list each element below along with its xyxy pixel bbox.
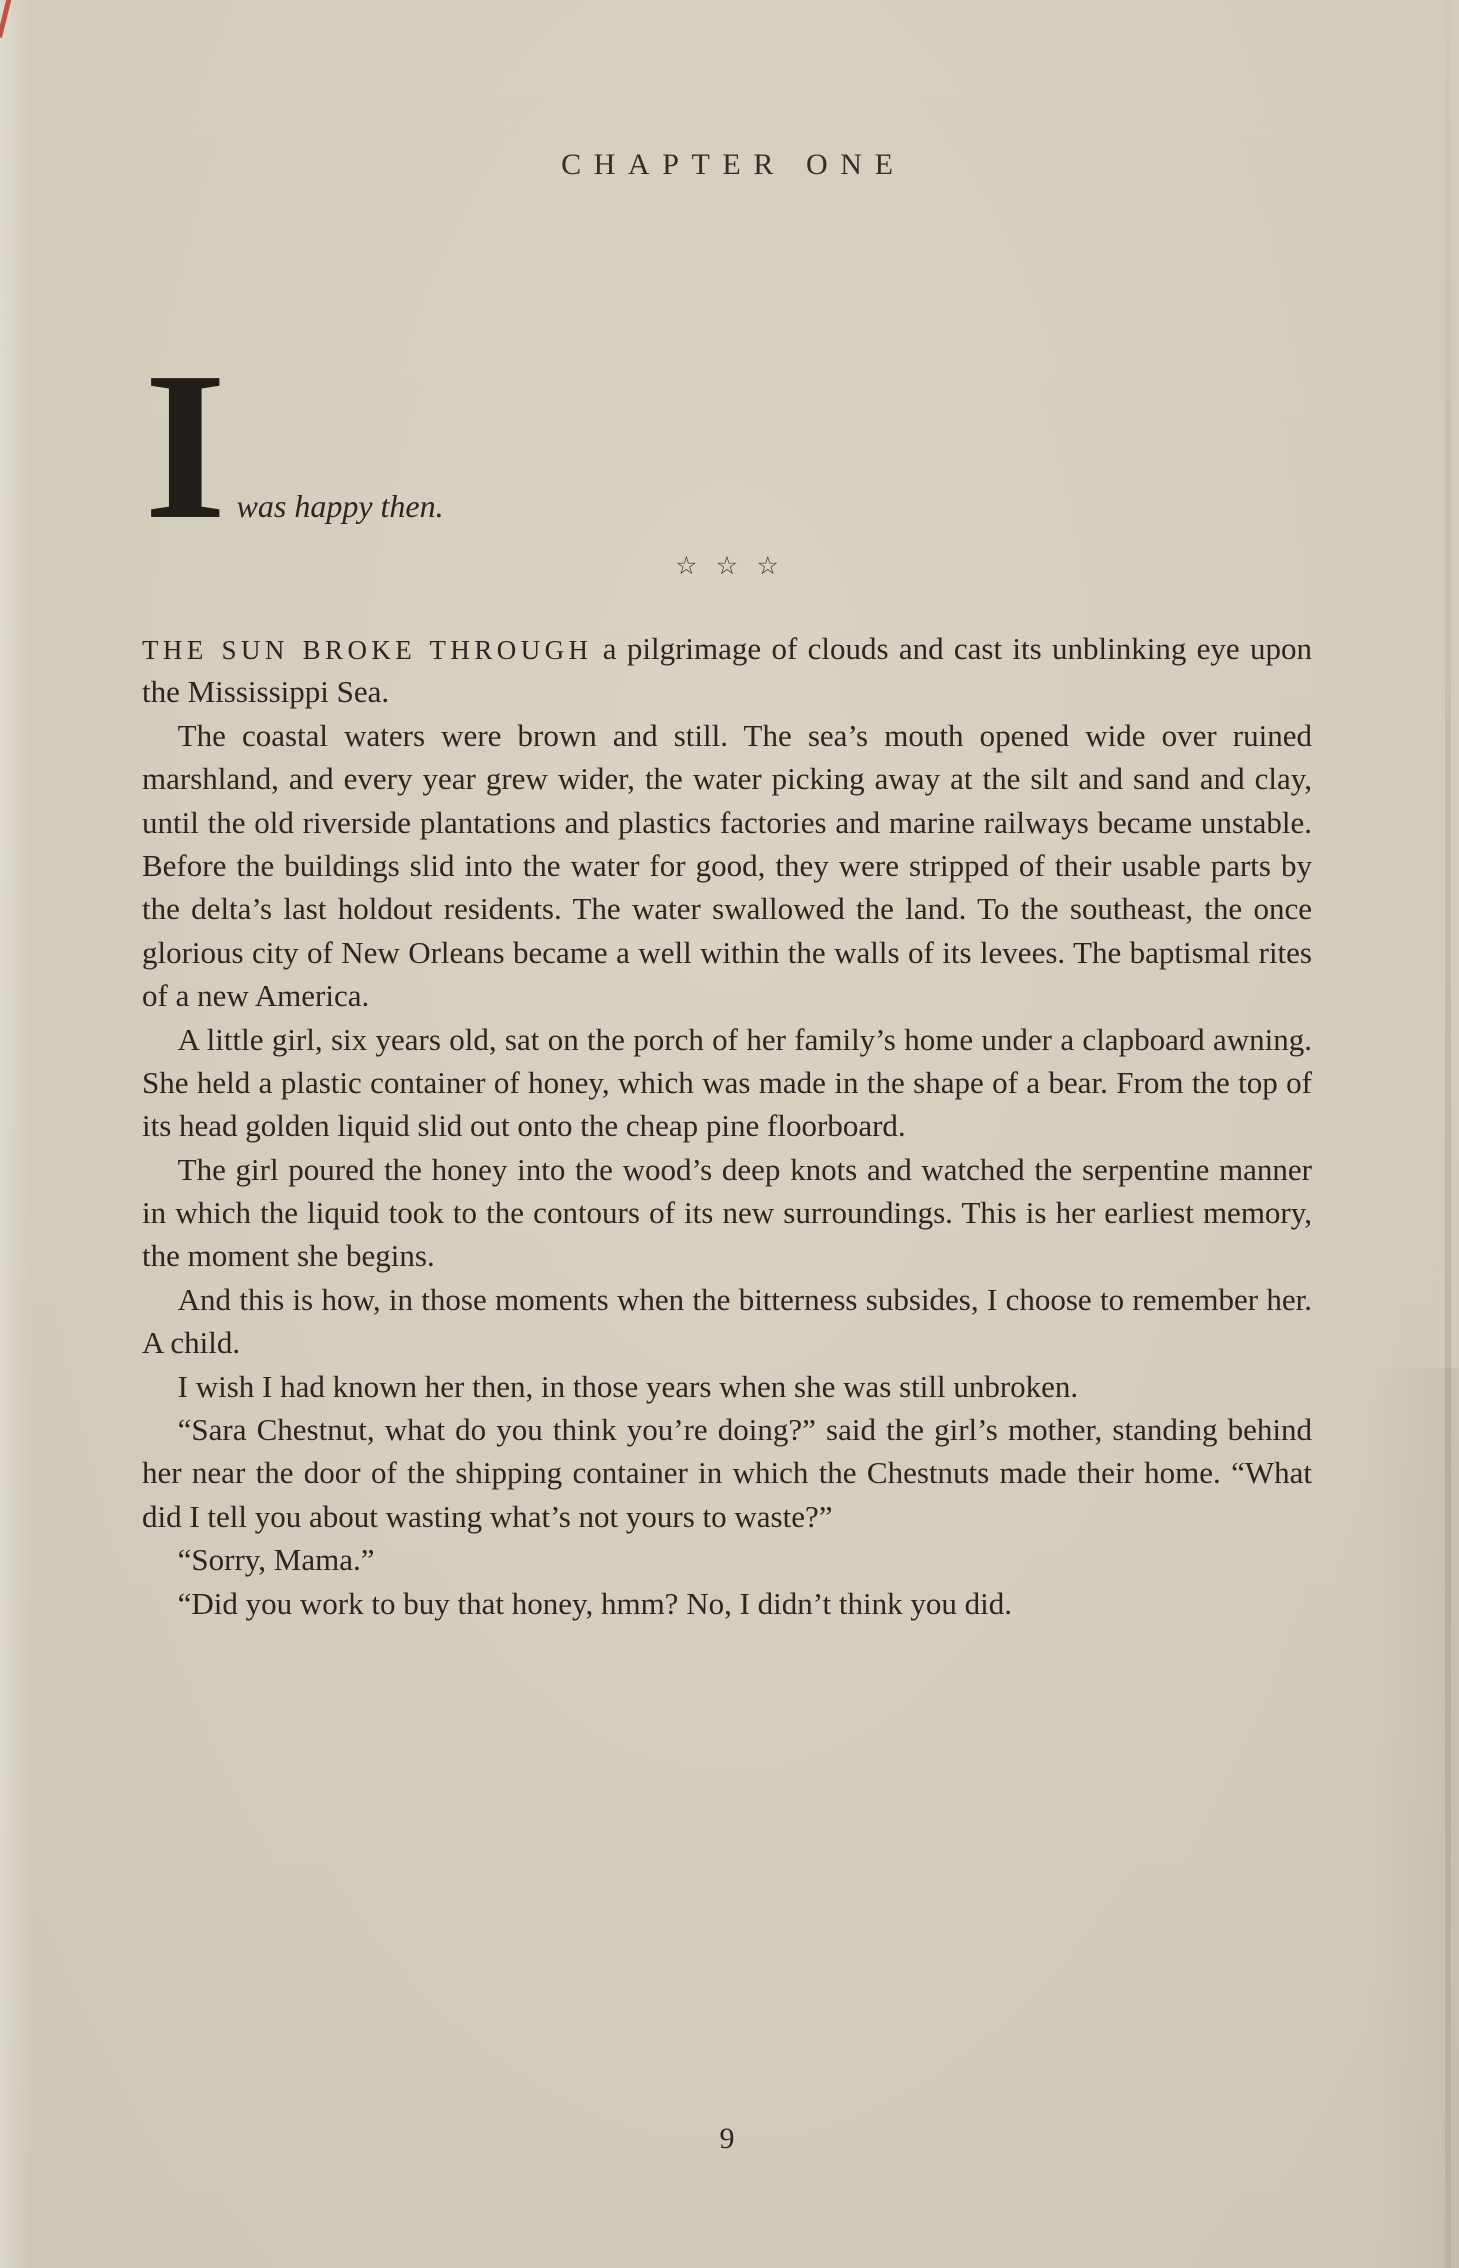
scan-corner-shade [1369,1368,1459,2268]
page-edge-highlight [0,0,30,2268]
paragraph: A little girl, six years old, sat on the porch of her family’s home under a clapboard awning. She held a plastic container of honey, which was made in the shape of a bear. From the top of its head golden liquid slid out onto the cheap pine floorboard. [142,1021,1312,1144]
chapter-heading: CHAPTER ONE [561,148,906,181]
scan-edge-line [1445,0,1451,2268]
paragraph: “Did you work to buy that honey, hmm? No, I didn’t think you did. [177,1585,1012,1621]
paragraph [142,627,1312,714]
body-text [142,627,1312,1625]
paragraph: The girl poured the honey into the wood’s deep knots and watched the serpentine manner in which the liquid took to the contours of its new surroundings. This is her earliest memory, the moment she begins. [142,1151,1312,1274]
page-number: 9 [719,2122,735,2155]
text-block [142,0,1312,2268]
section-break-stars: ☆ ☆ ☆ [675,553,779,580]
opening-line: was happy then. [236,488,444,524]
opening-line-block [144,328,1312,563]
paragraph: I wish I had known her then, in those years when she was still unbroken. [177,1368,1079,1404]
paragraph: The coastal waters were brown and still. The sea’s mouth opened wide over ruined marshland, and every year grew wider, the water picking away at the silt and sand and clay, until the old riverside plantations and plastics factories and marine railways became unstable. Before the buildings slid into the water for good, they were stripped of their usable parts by the delta’s last holdout residents. The water swallowed the land. To the southeast, the once glorious city of New Orleans became a well within the walls of its levees. The baptismal rites of a new America. [142,717,1312,1014]
scan-artifact-red-mark [0,0,12,38]
paragraph: And this is how, in those moments when the bitterness subsides, I choose to remember her. A child. [142,1281,1312,1361]
lead-rest: a pilgrimage of clouds and cast its unblinking eye upon the Mississippi Sea. [142,631,1312,710]
paragraph: “Sara Chestnut, what do you think you’re doing?” said the girl’s mother, standing behind her near the door of the shipping container in which the Chestnuts made their home. “What did I tell you about wasting what’s not yours to waste?” [142,1412,1312,1534]
paragraph: “Sorry, Mama.” [177,1542,375,1578]
drop-cap: I [144,328,227,563]
lead-small-caps: THE SUN BROKE THROUGH [142,635,593,665]
